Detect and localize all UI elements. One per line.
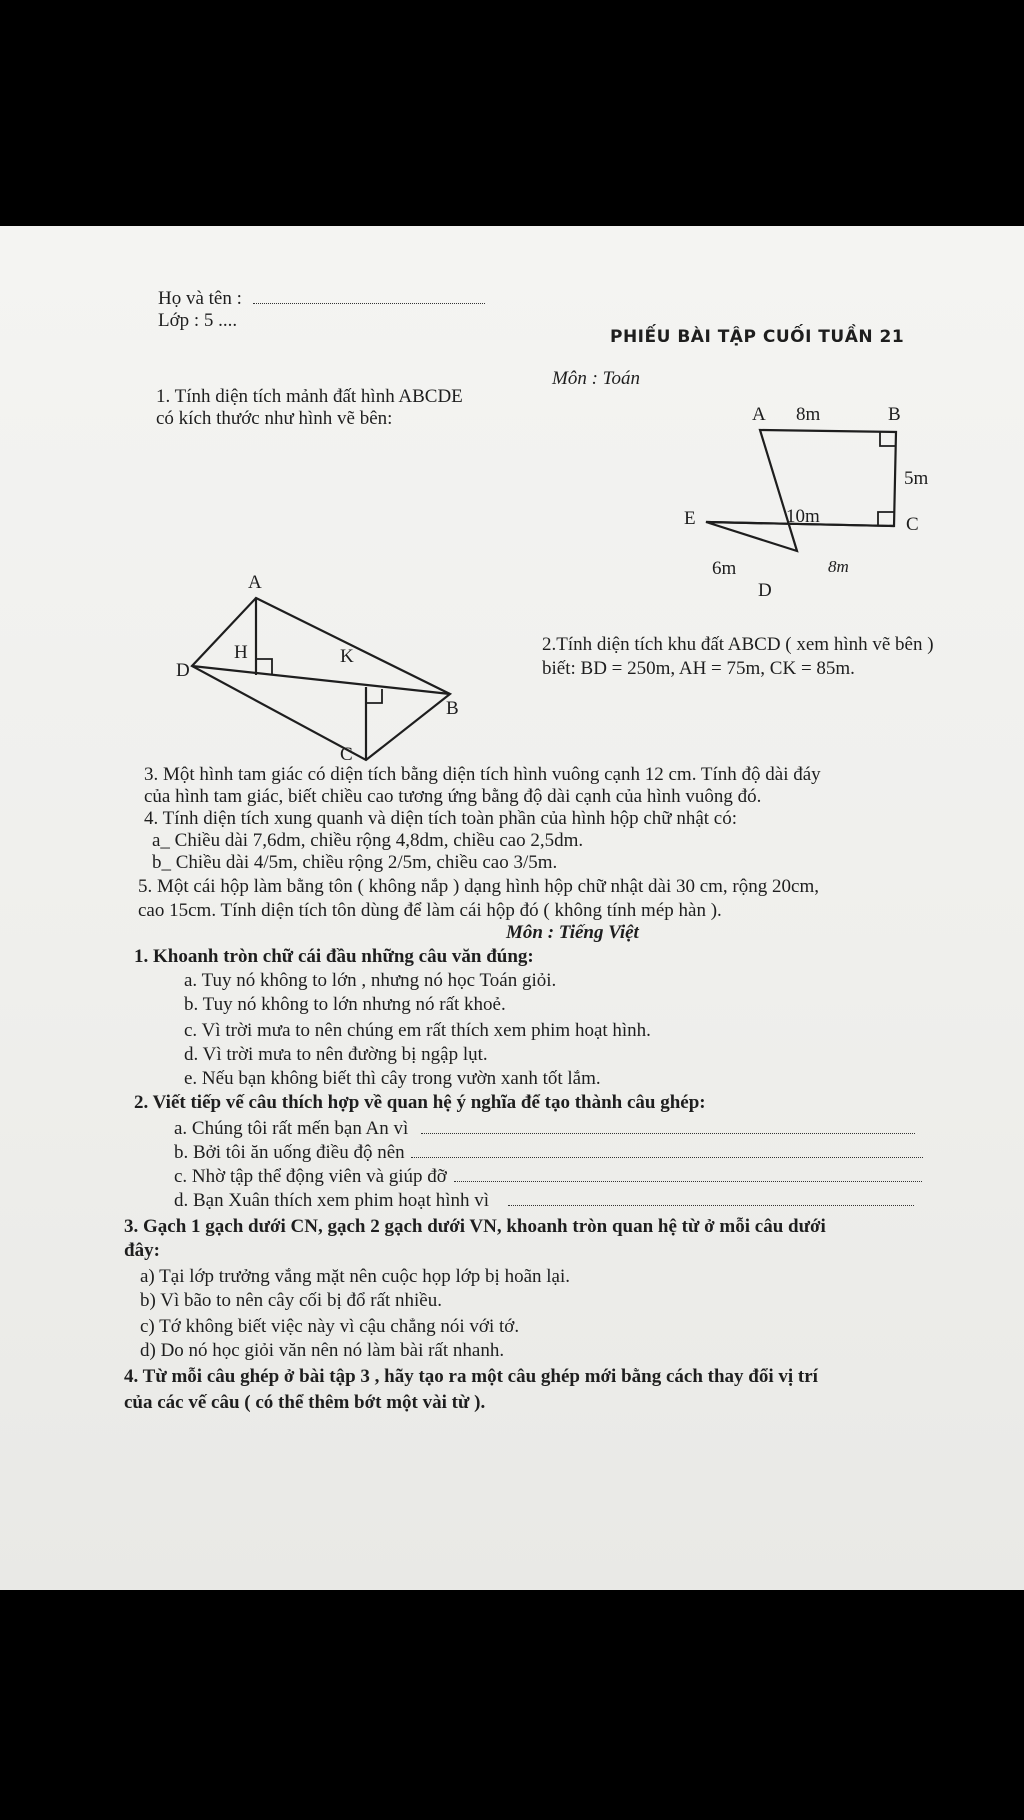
pentagon-figure [680,396,940,616]
viet-q1-item-d: d. Vì trời mưa to nên đường bị ngập lụt. [184,1044,488,1065]
label-K: K [340,646,354,667]
label-E: E [684,508,696,529]
label-A2: A [248,572,262,593]
viet-q4-line1: 4. Từ mỗi câu ghép ở bài tập 3 , hãy tạo ra một câu ghép mới bằng cách thay đổi vị trí [124,1366,818,1387]
worksheet-title: PHIẾU BÀI TẬP CUỐI TUẦN 21 [610,327,905,347]
math-q5-line1: 5. Một cái hộp làm bằng tôn ( không nắp ) dạng hình hộp chữ nhật dài 30 cm, rộng 20cm, [138,876,819,897]
viet-q2-item-a-text: a. Chúng tôi rất mến bạn An vì [174,1118,409,1139]
pentagon-shape [706,430,896,551]
name-field [158,288,485,310]
label-ec: 10m [786,506,820,527]
viet-q3-item-c: c) Tớ không biết việc này vì cậu chẳng nói với tớ. [140,1316,520,1337]
math-q1-line2: có kích thước như hình vẽ bên: [156,408,393,429]
viet-q3-item-d: d) Do nó học giỏi văn nên nó làm bài rất nhanh. [140,1340,505,1361]
viet-q3-item-b: b) Vì bão to nên cây cối bị đổ rất nhiều. [140,1290,442,1311]
viet-q2-title: 2. Viết tiếp vế câu thích hợp về quan hệ ý nghĩa để tạo thành câu ghép: [134,1092,706,1113]
math-q4-b: b_ Chiều dài 4/5m, chiều rộng 2/5m, chiều cao 3/5m. [152,852,558,873]
viet-q2-item-c [174,1166,922,1188]
label-D: D [758,580,772,601]
name-label: Họ và tên : [158,288,242,309]
right-angle-c [878,512,894,526]
math-q5-line2: cao 15cm. Tính diện tích tôn dùng để làm cái hộp đó ( không tính mép hàn ). [138,900,722,921]
viet-q3-line2: đây: [124,1240,160,1261]
label-B2: B [446,698,459,719]
label-H: H [234,642,248,663]
label-ab: 8m [796,404,821,425]
math-q3-line1: 3. Một hình tam giác có diện tích bằng diện tích hình vuông cạnh 12 cm. Tính độ dài đáy [144,764,821,785]
diagonal-bd [192,666,450,694]
viet-q1-item-b: b. Tuy nó không to lớn nhưng nó rất khoẻ. [184,994,506,1015]
label-bc: 5m [904,468,929,489]
answer-blank-d[interactable] [508,1191,914,1206]
answer-blank-b[interactable] [411,1143,923,1158]
math-q4-line1: 4. Tính diện tích xung quanh và diện tích toàn phần của hình hộp chữ nhật có: [144,808,738,829]
viet-q2-item-a [174,1118,915,1140]
label-A: A [752,404,766,425]
viet-q3-item-a: a) Tại lớp trưởng vắng mặt nên cuộc họp lớp bị hoãn lại. [140,1266,571,1287]
answer-blank-a[interactable] [421,1119,915,1134]
subject-vietnamese: Môn : Tiếng Việt [506,922,639,943]
right-angle-b [880,432,896,446]
class-label: Lớp : 5 .... [158,310,238,331]
label-B: B [888,404,901,425]
viet-q1-item-a: a. Tuy nó không to lớn , nhưng nó học Toán giỏi. [184,970,557,991]
viet-q2-item-b [174,1142,923,1164]
viet-q4-line2: của các vế câu ( có thể thêm bớt một vài từ ). [124,1392,486,1413]
viet-q2-item-c-text: c. Nhờ tập thể động viên và giúp đỡ [174,1166,447,1187]
label-dc: 8m [828,557,849,576]
math-q2-line1: 2.Tính diện tích khu đất ABCD ( xem hình vẽ bên ) [542,634,934,655]
label-D2: D [176,660,190,681]
label-ed: 6m [712,558,737,579]
viet-q2-item-d [174,1190,914,1212]
viet-q2-item-b-text: b. Bởi tôi ăn uống điều độ nên [174,1142,405,1163]
math-q4-a: a_ Chiều dài 7,6dm, chiều rộng 4,8dm, chiều cao 2,5dm. [152,830,584,851]
math-q1-line1: 1. Tính diện tích mảnh đất hình ABCDE [156,386,463,407]
name-blank [253,289,485,304]
answer-blank-c[interactable] [454,1167,922,1182]
math-q2-line2: biết: BD = 250m, AH = 75m, CK = 85m. [542,658,855,679]
quadrilateral-figure [170,562,480,762]
right-angle-k [366,689,382,703]
math-q3-line2: của hình tam giác, biết chiều cao tương ứng bằng độ dài cạnh của hình vuông đó. [144,786,762,807]
viet-q2-item-d-text: d. Bạn Xuân thích xem phim hoạt hình vì [174,1190,490,1211]
viet-q1-item-c: c. Vì trời mưa to nên chúng em rất thích xem phim hoạt hình. [184,1020,651,1041]
viet-q1-item-e: e. Nếu bạn không biết thì cây trong vườn xanh tốt lắm. [184,1068,601,1089]
subject-math: Môn : Toán [552,368,640,389]
worksheet-page [0,226,1024,1590]
label-C2: C [340,744,353,762]
label-C: C [906,514,919,535]
viet-q3-line1: 3. Gạch 1 gạch dưới CN, gạch 2 gạch dưới VN, khoanh tròn quan hệ từ ở mỗi câu dưới [124,1216,826,1237]
viet-q1-title: 1. Khoanh tròn chữ cái đầu những câu văn đúng: [134,946,534,967]
